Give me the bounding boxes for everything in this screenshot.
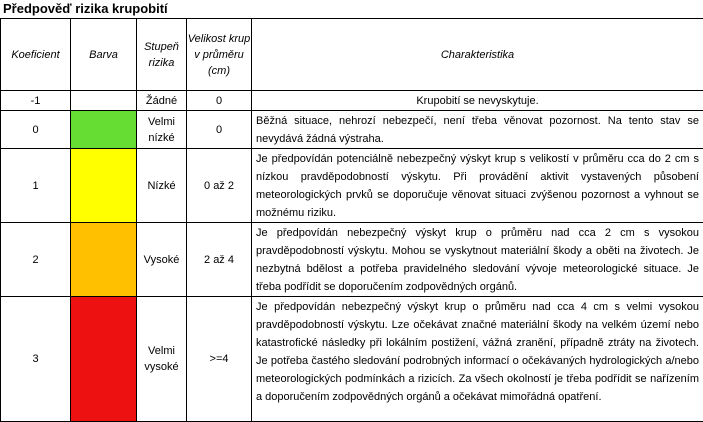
size-cell: 0: [187, 91, 252, 111]
coefficient-cell: 3: [1, 297, 71, 422]
risk-cell: Vysoké: [137, 223, 187, 297]
table-row: [1, 223, 703, 297]
characteristic-cell: Krupobití se nevyskytuje.: [252, 91, 703, 111]
coefficient-cell: 0: [1, 111, 71, 149]
table-header-row: [1, 19, 703, 91]
size-cell: 2 až 4: [187, 223, 252, 297]
header-risk-level: Stupeň rizika: [137, 19, 187, 91]
risk-cell: Velmi nízké: [137, 111, 187, 149]
characteristic-cell: Je předpovídán nebezpečný výskyt krup o průměru nad cca 4 cm s velmi vysokou pravděpodobností výskytu. Lze očekávat značné materiální škody na velkém území nebo katastrofické následky při lokálním postižení, vážná zranění, případně ztráty na životech. Je potřeba častého sledování podrobných informací o očekávaných hydrologických a/nebo meteorologických podmínkách a rizicích. Za všech okolností je třeba podřídit se nařízením a doporučením zodpovědných orgánů a očekávat mimořádná opatření.: [252, 297, 703, 422]
table-row: [1, 149, 703, 223]
color-swatch: [71, 149, 137, 223]
size-cell: 0 až 2: [187, 149, 252, 223]
header-hail-size: Velikost krup v průměru (cm): [187, 19, 252, 91]
risk-cell: Nízké: [137, 149, 187, 223]
coefficient-cell: -1: [1, 91, 71, 111]
characteristic-cell: Běžná situace, nehrozí nebezpečí, není třeba věnovat pozornost. Na tento stav se nevydává žádná výstraha.: [252, 111, 703, 149]
color-swatch: [71, 297, 137, 422]
hail-risk-table: [0, 18, 703, 422]
table-row: [1, 91, 703, 111]
header-coefficient: Koeficient: [1, 19, 71, 91]
size-cell: 0: [187, 111, 252, 149]
color-swatch: [71, 223, 137, 297]
coefficient-cell: 2: [1, 223, 71, 297]
color-swatch: [71, 111, 137, 149]
header-characteristic: Charakteristika: [252, 19, 703, 91]
size-cell: >=4: [187, 297, 252, 422]
header-color: Barva: [71, 19, 137, 91]
table-row: [1, 111, 703, 149]
risk-cell: Velmi vysoké: [137, 297, 187, 422]
table-row: [1, 297, 703, 422]
characteristic-cell: Je předpovídán potenciálně nebezpečný výskyt krup s velikostí v průměru cca do 2 cm s nízkou pravděpodobností výskytu. Při provádění aktivit vystavených působení meteorologických prvků se doporučuje věnovat situaci zvýšenou pozornost a vyhnout se možnému riziku.: [252, 149, 703, 223]
risk-cell: Žádné: [137, 91, 187, 111]
page-title: Předpověď rizika krupobití: [3, 1, 168, 17]
color-swatch: [71, 91, 137, 111]
coefficient-cell: 1: [1, 149, 71, 223]
characteristic-cell: Je předpovídán nebezpečný výskyt krup o průměru nad cca 2 cm s vysokou pravděpodobností výskytu. Mohou se vyskytnout materiální škody a oběti na životech. Je nezbytná bdělost a potřeba pravidelného sledování vývoje meteorologické situace. Je třeba podřídit se doporučením zodpovědných orgánů.: [252, 223, 703, 297]
